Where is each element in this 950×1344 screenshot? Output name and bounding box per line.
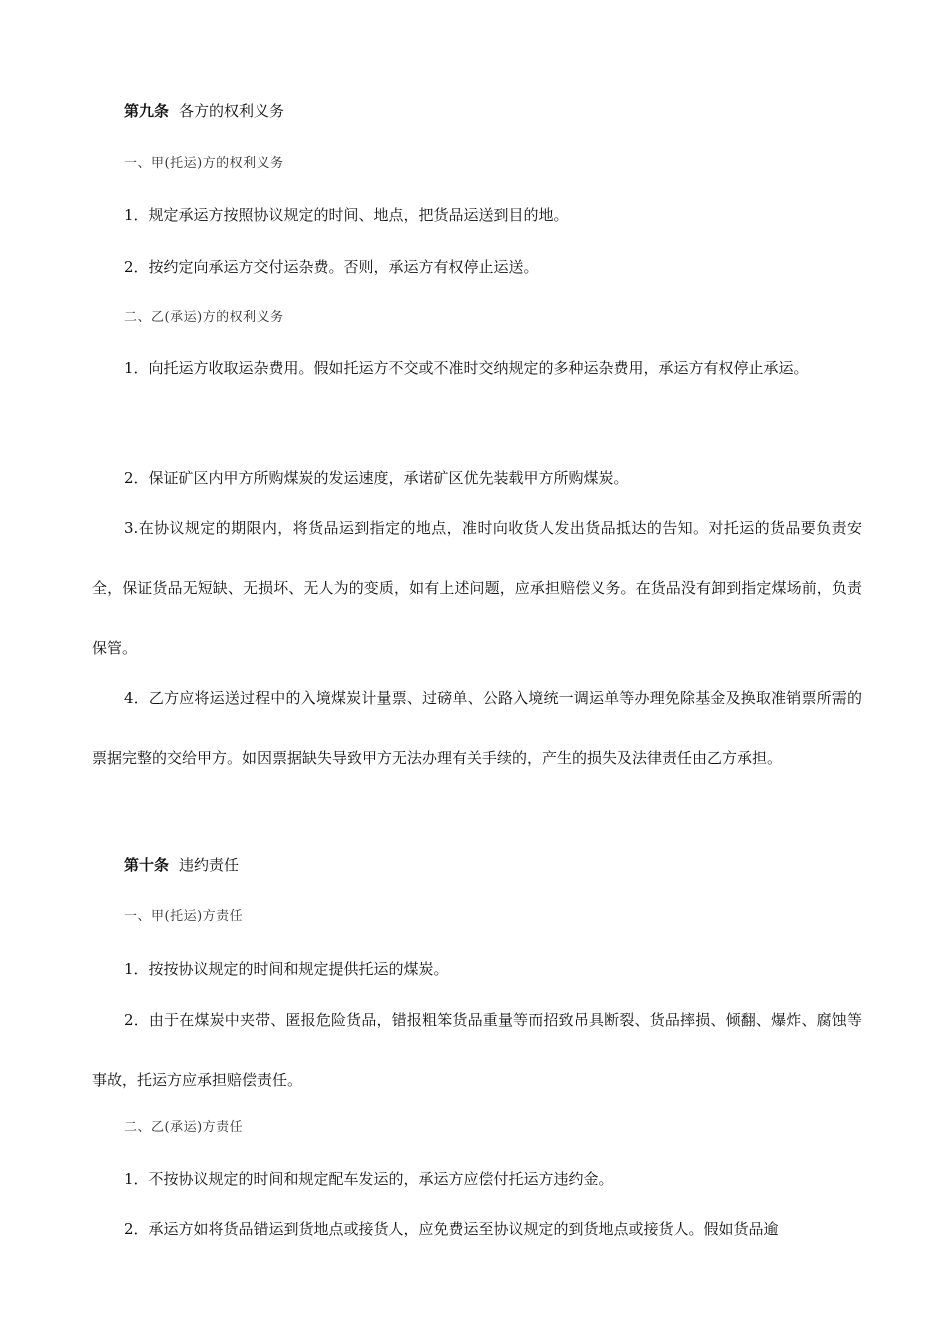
article-9-party-b-item-3: 3.在协议规定的期限内，将货品运到指定的地点，准时向收货人发出货品抵达的告知。对托运的货品要负责安全，保证货品无短缺、无损坏、无人为的变质，如有上述问题，应承担赔偿义务。在货品没有卸到指定煤场前，负责保管。	[92, 519, 862, 657]
article-9-party-b-item-2: 2．保证矿区内甲方所购煤炭的发运速度，承诺矿区优先装载甲方所购煤炭。	[124, 469, 629, 487]
article-10-party-a-heading: 一、甲(托运)方责任	[124, 909, 244, 924]
article-9-party-b-item-4: 4．乙方应将运送过程中的入境煤炭计量票、过磅单、公路入境统一调运单等办理免除基金及换取准销票所需的票据完整的交给甲方。如因票据缺失导致甲方无法办理有关手续的，产生的损失及法律责任由乙方承担。	[92, 689, 862, 767]
article-10-number: 第十条	[124, 856, 170, 874]
article-10-party-b-heading: 二、乙(承运)方责任	[124, 1120, 244, 1135]
article-10-party-b-item-2: 2．承运方如将货品错运到货地点或接货人，应免费运至协议规定的到货地点或接货人。假如货品逾	[124, 1220, 779, 1238]
article-9-party-a-heading: 一、甲(托运)方的权利义务	[124, 156, 284, 171]
article-9-party-a-item-2: 2．按约定向承运方交付运杂费。否则，承运方有权停止运送。	[124, 258, 539, 276]
article-10-party-a-item-1: 1．按按协议规定的时间和规定提供托运的煤炭。	[124, 960, 449, 978]
article-10-party-b-item-1: 1．不按协议规定的时间和规定配车发运的，承运方应偿付托运方违约金。	[124, 1170, 614, 1188]
article-9-number: 第九条	[124, 102, 170, 120]
article-9-party-a-item-1: 1．规定承运方按照协议规定的时间、地点，把货品运送到目的地。	[124, 206, 569, 224]
article-9-party-b-heading: 二、乙(承运)方的权利义务	[124, 310, 284, 325]
article-10-title: 违约责任	[179, 856, 240, 874]
article-10-heading	[124, 854, 239, 876]
article-10-party-a-item-2: 2．由于在煤炭中夹带、匿报危险货品，错报粗笨货品重量等而招致吊具断裂、货品摔损、倾翻、爆炸、腐蚀等事故，托运方应承担赔偿责任。	[92, 1011, 862, 1089]
article-9-party-b-item-1: 1．向托运方收取运杂费用。假如托运方不交或不准时交纳规定的多种运杂费用，承运方有权停止承运。	[124, 359, 809, 377]
article-9-title: 各方的权利义务	[179, 102, 285, 120]
article-9-heading	[124, 100, 284, 122]
